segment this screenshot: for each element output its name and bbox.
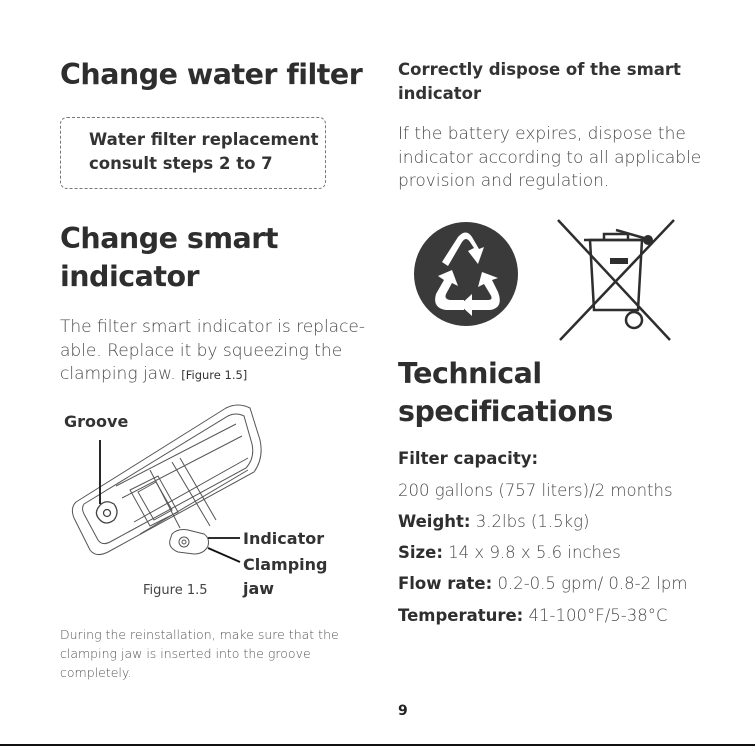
- spec-temperature: [398, 606, 668, 625]
- note-line-1: During the reinstallation, make sure that the: [60, 627, 339, 642]
- paragraph-line-2: able. Replace it by squeezing the: [60, 340, 343, 361]
- temp-value: 41-100°F/5-38°C: [528, 606, 668, 625]
- crossed-out-bin-icon: [554, 216, 678, 342]
- heading-specs-line-1: Technical: [398, 357, 542, 390]
- figure-reference: [Figure 1.5]: [181, 368, 248, 382]
- replacement-callout-box: [60, 117, 326, 189]
- label-clamping-line-1: Clamping: [243, 555, 328, 574]
- figure-caption: Figure 1.5: [143, 583, 208, 598]
- spec-capacity-label: [398, 449, 538, 468]
- weight-label: Weight:: [398, 512, 471, 531]
- note-line-2: clamping jaw is inserted into the groove: [60, 646, 311, 661]
- heading-line-2: indicator: [60, 260, 200, 293]
- spec-capacity-value: 200 gallons (757 liters)/2 months: [398, 481, 673, 500]
- heading-technical-specifications: [398, 355, 613, 431]
- heading-specs-line-2: specifications: [398, 395, 613, 428]
- callout-line-2: consult steps 2 to 7: [89, 154, 273, 173]
- spec-size: [398, 543, 621, 562]
- paragraph-line-3-text: clamping jaw.: [60, 364, 176, 384]
- note-line-3: completely.: [60, 665, 132, 680]
- temp-label: Temperature:: [398, 606, 524, 625]
- heading-dispose-line-2: indicator: [398, 84, 482, 103]
- dispose-paragraph: [398, 123, 701, 194]
- flow-value: 0.2-0.5 gpm/ 0.8-2 lpm: [497, 574, 688, 593]
- label-clamping-jaw: [243, 553, 327, 601]
- heading-line-1: Change smart: [60, 222, 278, 255]
- reinstallation-note: [60, 625, 339, 682]
- size-label: Size:: [398, 543, 443, 562]
- label-clamping-line-2: jaw: [243, 579, 275, 598]
- page-number: 9: [398, 703, 408, 719]
- dispose-line-3: provision and regulation.: [398, 171, 610, 191]
- heading-dispose: [398, 58, 681, 106]
- label-indicator: Indicator: [243, 529, 325, 548]
- capacity-label: Filter capacity:: [398, 449, 539, 468]
- heading-change-water-filter: Change water filter: [60, 58, 363, 91]
- callout-line-1: Water filter replacement: [89, 130, 319, 149]
- indicator-paragraph: [60, 316, 366, 388]
- dispose-line-1: If the battery expires, dispose the: [398, 124, 686, 144]
- flow-label: Flow rate:: [398, 574, 493, 593]
- label-groove: Groove: [64, 412, 129, 431]
- spec-flow-rate: [398, 574, 687, 593]
- paragraph-line-1: The filter smart indicator is replace-: [60, 317, 366, 337]
- paragraph-line-3: [60, 363, 350, 388]
- heading-dispose-line-1: Correctly dispose of the smart: [398, 60, 681, 79]
- weight-value: 3.2lbs (1.5kg): [475, 512, 590, 531]
- spec-weight: [398, 512, 589, 531]
- dispose-line-2: indicator according to all applicable: [398, 147, 702, 168]
- bottom-rule: [0, 744, 755, 746]
- size-value: 14 x 9.8 x 5.6 inches: [448, 543, 621, 562]
- recycle-icon: [412, 220, 520, 328]
- heading-change-smart-indicator: [60, 220, 278, 296]
